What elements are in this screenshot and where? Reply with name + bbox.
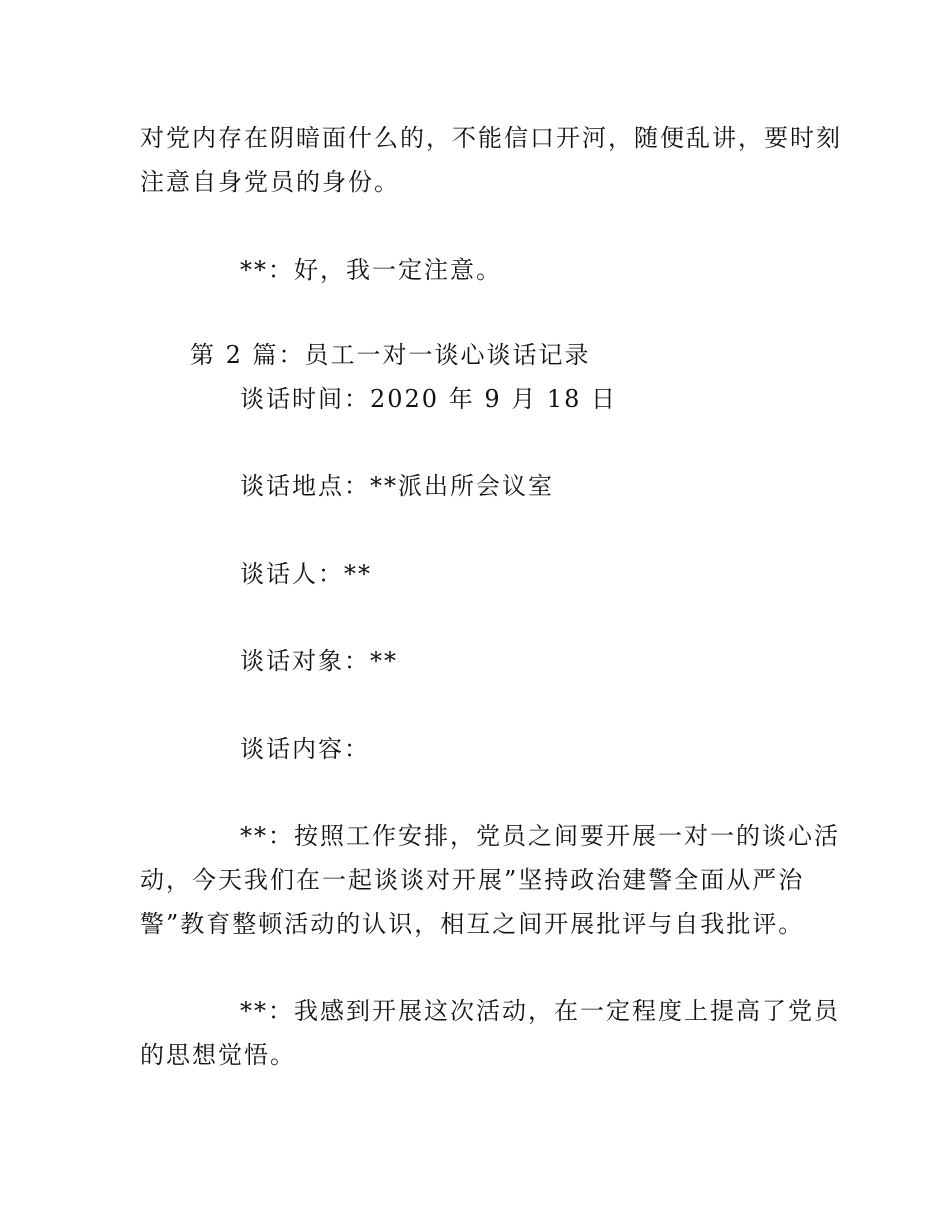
paragraph-2-line-1: **：按照工作安排，党员之间要开展一对一的谈心活 (240, 822, 840, 850)
talk-place: 谈话地点：**派出所会议室 (240, 472, 554, 500)
reply-1: **：好，我一定注意。 (240, 256, 502, 284)
paragraph-3-line-1: **：我感到开展这次活动，在一定程度上提高了党员 (240, 997, 840, 1025)
paragraph-1-line-1: 对党内存在阴暗面什么的，不能信口开河，随便乱讲，要时刻 (140, 124, 842, 152)
paragraph-2-line-2: 动，今天我们在一起谈谈对开展”坚持政治建警全面从严治 (140, 866, 805, 894)
talk-target: 谈话对象：** (240, 647, 398, 675)
section-heading: 第 2 篇：员工一对一谈心谈话记录 (190, 341, 591, 369)
talk-time: 谈话时间：2020 年 9 月 18 日 (240, 385, 618, 413)
paragraph-1-line-2: 注意自身党员的身份。 (140, 168, 400, 196)
paragraph-2-line-3: 警”教育整顿活动的认识，相互之间开展批评与自我批评。 (140, 910, 805, 938)
talker: 谈话人：** (240, 560, 372, 588)
talk-content-label: 谈话内容： (240, 735, 370, 763)
paragraph-3-line-2: 的思想觉悟。 (140, 1041, 296, 1069)
